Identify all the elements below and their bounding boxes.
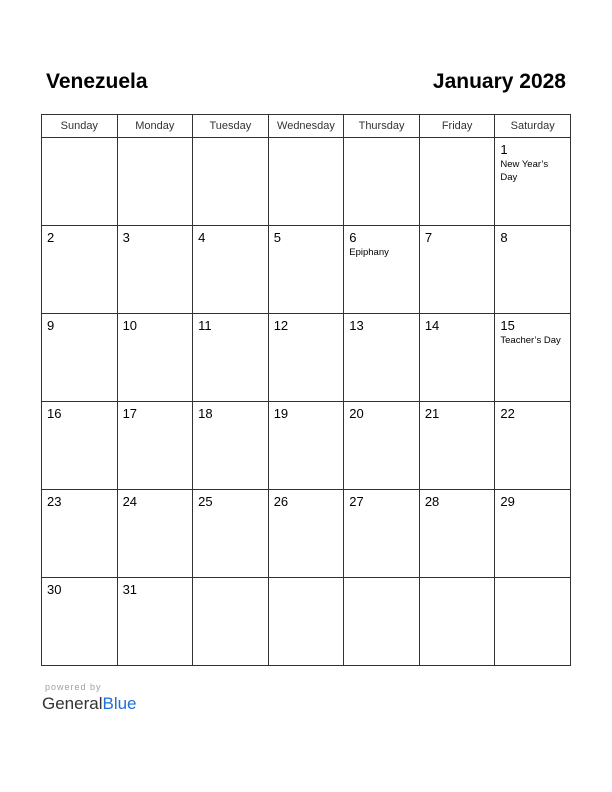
week-row [42,490,571,578]
day-cell [419,578,495,666]
day-cell [495,578,571,666]
day-cell [419,314,495,402]
holiday-label: New Year’s Day [500,159,549,183]
day-cell [42,578,118,666]
logo-general: General [42,694,103,713]
day-cell [117,490,193,578]
day-cell [268,138,344,226]
day-cell [117,226,193,314]
weekday-sunday: Sunday [42,115,118,138]
weekday-friday: Friday [419,115,495,138]
day-number: 8 [500,230,508,245]
day-cell [42,138,118,226]
day-cell [344,402,420,490]
day-cell [495,314,571,402]
day-number: 11 [198,318,212,333]
day-cell [268,402,344,490]
logo-blue: Blue [102,694,137,713]
calendar-grid [41,114,571,666]
day-cell [344,578,420,666]
day-cell [268,490,344,578]
day-cell [117,578,193,666]
day-cell [117,138,193,226]
country-title: Venezuela [46,70,148,93]
day-cell [268,226,344,314]
week-row [42,226,571,314]
month-title: January 2028 [432,70,566,93]
day-cell [495,226,571,314]
day-cell [344,138,420,226]
day-cell [419,490,495,578]
day-number: 26 [273,494,289,509]
day-number: 5 [273,230,281,245]
day-cell [42,402,118,490]
day-number: 13 [349,318,364,333]
day-cell [419,402,495,490]
day-number: 31 [122,582,138,597]
day-number: 28 [424,494,440,509]
day-number: 17 [122,406,138,421]
day-number: 2 [47,230,55,245]
day-number: 3 [122,230,130,245]
day-number: 25 [198,494,213,509]
holiday-label: Epiphany [349,247,389,258]
day-number: 24 [122,494,138,509]
week-row [42,314,571,402]
powered-by-text: powered by [45,682,102,692]
day-number: 4 [198,230,206,245]
day-cell [42,314,118,402]
weekday-monday: Monday [117,115,193,138]
day-number: 14 [424,318,440,333]
day-cell [344,314,420,402]
day-cell [495,490,571,578]
day-number: 21 [424,406,440,421]
weekday-thursday: Thursday [344,115,420,138]
generalblue-logo [42,694,137,714]
weekday-tuesday: Tuesday [193,115,269,138]
day-number: 29 [500,494,515,509]
day-cell [344,490,420,578]
weekday-saturday: Saturday [495,115,571,138]
day-cell [495,138,571,226]
day-cell [193,314,269,402]
week-row [42,138,571,226]
day-cell [268,578,344,666]
day-cell [193,138,269,226]
day-cell [193,402,269,490]
day-number: 27 [349,494,364,509]
day-number: 19 [273,406,289,421]
day-cell [117,402,193,490]
day-number: 18 [198,406,213,421]
day-number: 12 [273,318,289,333]
day-number: 7 [424,230,433,245]
day-number: 9 [47,318,55,333]
calendar-header [46,70,566,100]
day-number: 30 [47,582,62,597]
holiday-label: Teacher’s Day [500,335,561,346]
day-number: 10 [122,318,138,333]
day-number: 22 [500,406,515,421]
day-cell [419,138,495,226]
day-number: 6 [349,230,357,245]
day-number: 1 [500,142,508,157]
day-cell [344,226,420,314]
day-cell [193,226,269,314]
day-number: 15 [500,318,515,333]
week-row [42,402,571,490]
day-cell [42,226,118,314]
footer-branding [42,682,137,714]
day-cell [193,490,269,578]
day-cell [42,490,118,578]
day-number: 16 [47,406,62,421]
weekday-wednesday: Wednesday [268,115,344,138]
day-cell [193,578,269,666]
day-number: 20 [349,406,364,421]
day-cell [419,226,495,314]
day-number: 23 [47,494,62,509]
weekday-header-row [42,115,571,138]
week-row [42,578,571,666]
day-cell [268,314,344,402]
day-cell [495,402,571,490]
day-cell [117,314,193,402]
